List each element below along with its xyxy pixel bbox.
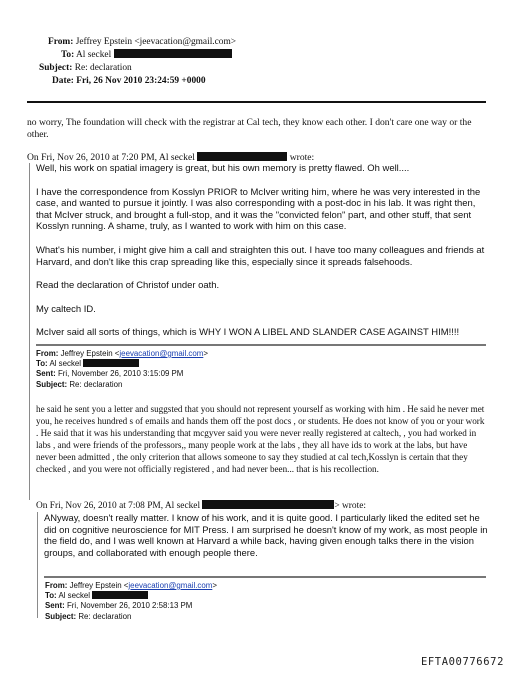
quote-divider bbox=[44, 576, 486, 578]
subject-label: Subject: bbox=[39, 63, 73, 73]
quoted-paragraph: What's his number, i might give him a call and straighten this out. I have too many colleagues and friends at Harvard, and don't like this crap spreading like this, especially since it spreads falsehoods. bbox=[36, 244, 485, 268]
quoted-paragraph: McIver said all sorts of things, which is WHY I WON A LIBEL AND SLANDER CASE AGAINST HIM!!!! bbox=[36, 327, 460, 339]
reply-text: no worry, The foundation will check with the registrar at Cal tech, they know each other. I don't care one way or the other. bbox=[27, 117, 472, 140]
sent-label: Sent: bbox=[45, 601, 65, 611]
header-divider bbox=[27, 101, 486, 103]
subject-label: Subject: bbox=[36, 379, 68, 389]
to-label: To: bbox=[45, 591, 57, 601]
sent-label: Sent: bbox=[36, 369, 56, 379]
redaction-bar bbox=[202, 500, 334, 509]
from-label: From: bbox=[45, 581, 68, 590]
subject-value: Re: declaration bbox=[78, 611, 132, 621]
from-close: > bbox=[203, 349, 208, 358]
quoted-paragraph: Read the declaration of Christof under oath. bbox=[36, 280, 220, 292]
date-value: Fri, 26 Nov 2010 23:24:59 +0000 bbox=[76, 76, 206, 86]
date-row bbox=[48, 75, 468, 88]
to-row bbox=[48, 49, 468, 62]
to-label: To: bbox=[36, 359, 48, 369]
subject-row bbox=[36, 380, 208, 390]
from-value: Jeffrey Epstein <jeevacation@gmail.com> bbox=[75, 37, 237, 47]
redaction-bar bbox=[92, 591, 148, 599]
subject-row bbox=[39, 62, 468, 75]
to-row bbox=[36, 359, 208, 369]
redaction-bar bbox=[114, 49, 232, 58]
subject-row bbox=[45, 612, 217, 622]
email-link[interactable]: jeevacation@gmail.com bbox=[119, 349, 204, 358]
redaction-bar bbox=[197, 152, 287, 161]
from-label: From: bbox=[36, 349, 59, 358]
from-row bbox=[45, 581, 217, 591]
from-name: Jeffrey Epstein < bbox=[60, 349, 120, 358]
to-label: To: bbox=[61, 50, 75, 60]
date-label: Date: bbox=[52, 76, 74, 86]
to-value: Al seckel bbox=[58, 591, 91, 601]
from-label: From: bbox=[48, 37, 74, 47]
sent-value: Fri, November 26, 2010 2:58:13 PM bbox=[66, 601, 193, 611]
quote-bar bbox=[29, 163, 30, 500]
quoted-header bbox=[36, 349, 208, 390]
wrote-line-prefix: On Fri, Nov 26, 2010 at 7:20 PM, Al seckel bbox=[27, 152, 195, 163]
wrote-line bbox=[27, 152, 314, 163]
wrote-line bbox=[36, 500, 366, 511]
from-row bbox=[48, 36, 468, 49]
subject-value: Re: declaration bbox=[69, 379, 123, 389]
from-name: Jeffrey Epstein < bbox=[69, 581, 129, 590]
from-row bbox=[36, 349, 208, 359]
quoted-paragraph: I have the correspondence from Kosslyn PRIOR to McIver writing him, where he was very interested in the case, and wanted to pursue it jointly. I was also corresponding with a post-doc in his lab. It was right then, that McIver struck, and brought a full-stop, and it was the "convicted felon" part, and other stuff, that sent Kosslyn running. A shame, truly, as I wanted to work with him on this case. bbox=[36, 186, 481, 233]
redaction-bar bbox=[83, 359, 139, 367]
sent-value: Fri, November 26, 2010 3:15:09 PM bbox=[57, 369, 184, 379]
quoted-paragraph: he said he sent you a letter and suggsted that you should not represent yourself as working with him . He said he never met you, he receives hundred s of emails and hands them off the post docs , or students. He does not know of you or your work . He said that it was his understanding that mcgyver said you were never really registered at caltech, , you had worked in labs , and were friends of the professors,, many people work at the labs , they all have ids to work at the labs, but have never been admitted , the only criterion that allows someone to say they studied at cal tech,Kosslyn is certain that they checked , and you were not officially registered , and had never been... that is his recollection. bbox=[36, 404, 485, 474]
quoted-paragraph: ANyway, doesn't really matter. I know of his work, and it is quite good. I particularly liked the edited set he did on cognitive neuroscience for MIT Press. I am surprised he doesn't know of my work, as most people in the field do, and I was well known at Harvard a while back, having given enough talks there in the vision groups, and collaborated with enough people there. bbox=[44, 512, 488, 559]
document-id: EFTA00776672 bbox=[420, 656, 504, 668]
to-value: Al seckel bbox=[76, 50, 112, 60]
subject-value: Re: declaration bbox=[74, 63, 132, 73]
wrote-line-suffix: wrote: bbox=[289, 152, 315, 163]
sent-row bbox=[45, 601, 217, 611]
quoted-header bbox=[45, 581, 217, 622]
quoted-paragraph: Well, his work on spatial imagery is great, but his own memory is pretty flawed. Oh well.... bbox=[36, 163, 410, 174]
email-link[interactable]: jeevacation@gmail.com bbox=[128, 581, 213, 590]
quote-bar bbox=[37, 512, 38, 618]
quote-divider bbox=[36, 344, 486, 346]
quoted-message bbox=[36, 163, 488, 339]
sent-row bbox=[36, 369, 208, 379]
quoted-paragraph: My caltech ID. bbox=[36, 303, 96, 315]
wrote-line-prefix: On Fri, Nov 26, 2010 at 7:08 PM, Al seckel bbox=[36, 501, 201, 511]
subject-label: Subject: bbox=[45, 611, 77, 621]
wrote-line-suffix: > wrote: bbox=[334, 501, 366, 511]
to-value: Al seckel bbox=[49, 359, 82, 369]
email-header bbox=[39, 36, 468, 88]
to-row bbox=[45, 591, 217, 601]
from-close: > bbox=[212, 581, 217, 590]
